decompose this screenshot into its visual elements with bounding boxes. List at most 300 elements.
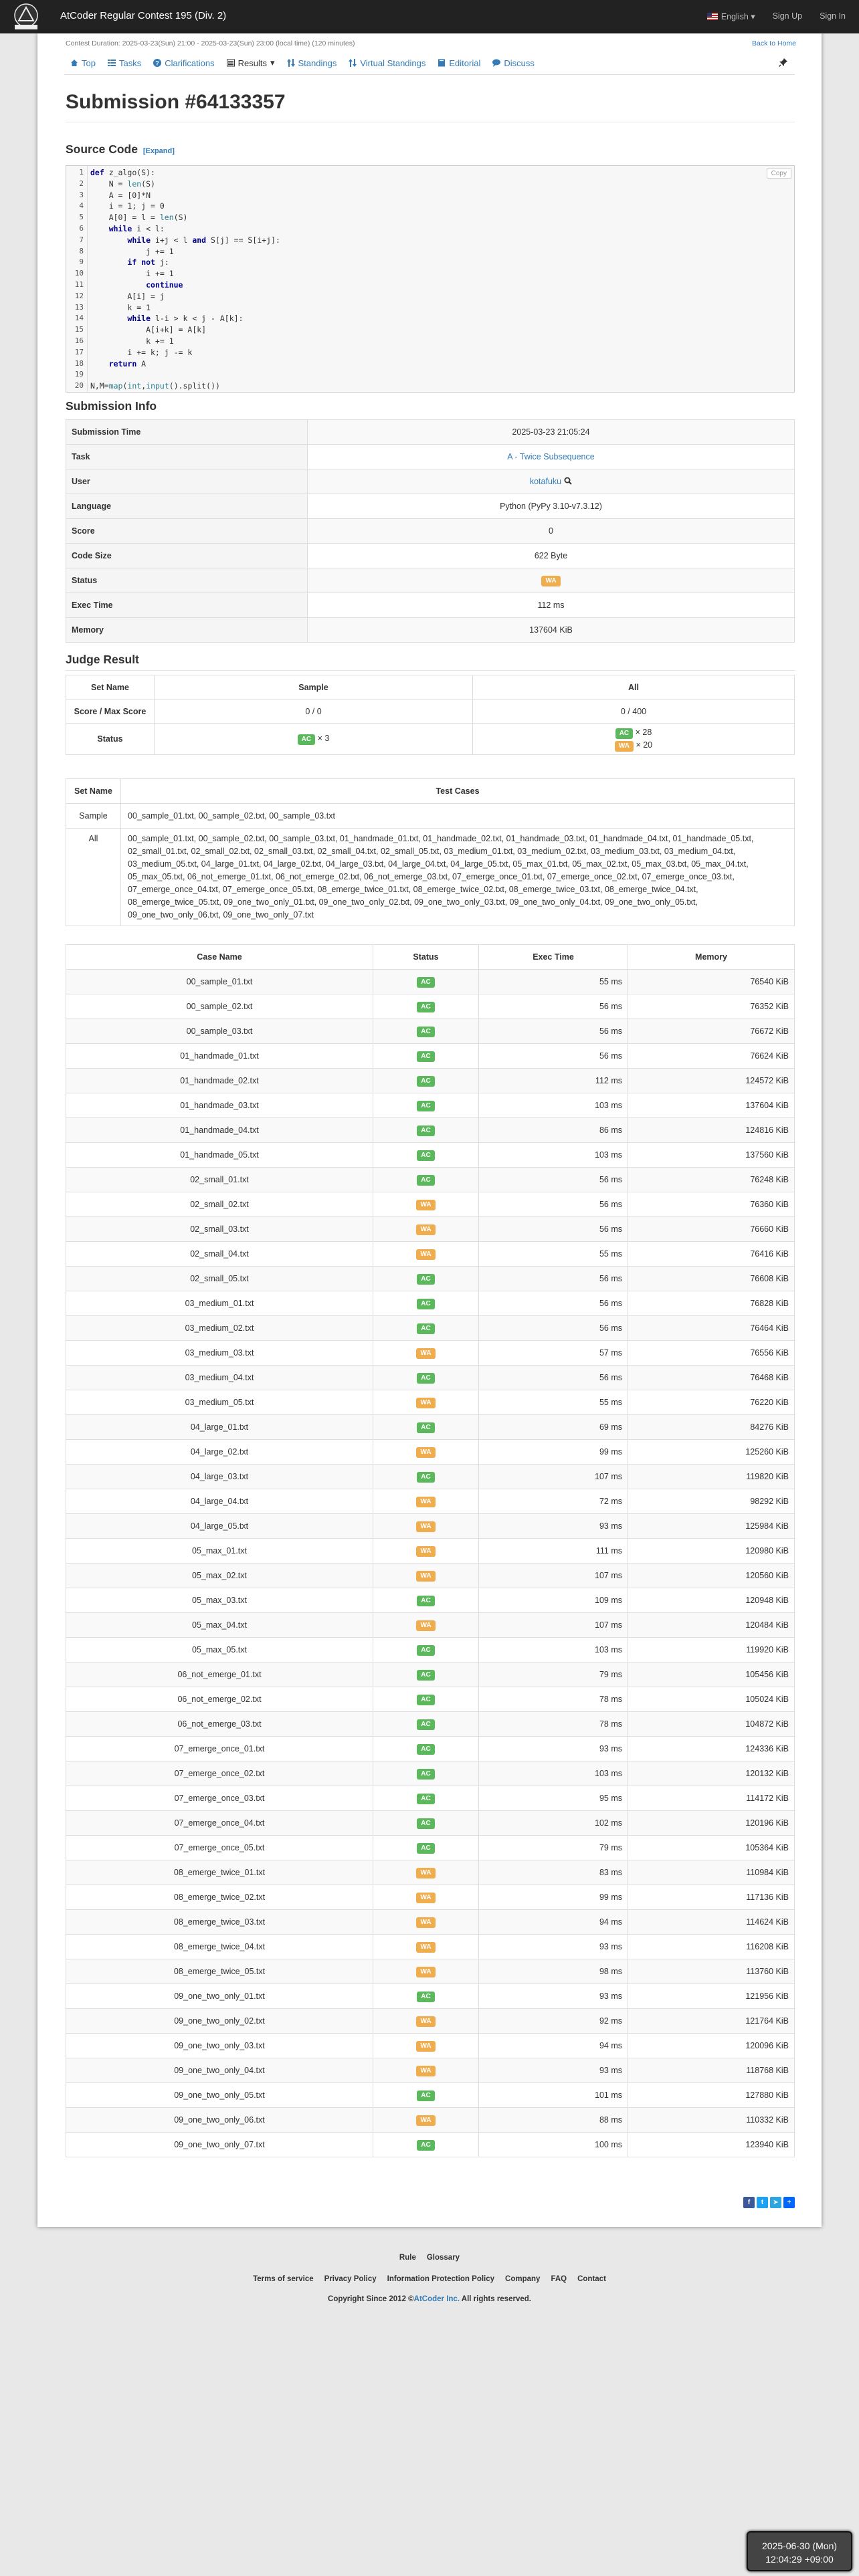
home-icon [70,59,78,67]
case-status [373,1836,479,1860]
line-number: 8 [79,246,84,255]
case-memory: 114172 KiB [628,1786,795,1811]
set-name: All [66,829,121,926]
case-status [373,1465,479,1489]
case-exec-time: 55 ms [479,1390,628,1415]
fixed-clock [747,2531,852,2571]
case-status [373,994,479,1019]
footer-link-glossary[interactable]: Glossary [426,2254,460,2262]
question-circle-icon [153,59,161,67]
case-memory: 124572 KiB [628,1069,795,1093]
case-memory: 110984 KiB [628,1860,795,1885]
case-exec-time: 93 ms [479,1514,628,1539]
case-name: 01_handmade_05.txt [66,1143,373,1168]
tab-virtual-standings[interactable] [343,51,432,75]
ac-badge: AC [417,1002,434,1012]
test-case-row [66,1019,795,1044]
case-status [373,1737,479,1761]
test-case-row [66,1564,795,1588]
case-exec-time: 78 ms [479,1712,628,1737]
case-exec-time: 69 ms [479,1415,628,1440]
wa-badge: WA [416,1447,435,1458]
judge-result-table [66,675,795,755]
case-name: 01_handmade_04.txt [66,1118,373,1143]
case-exec-time: 93 ms [479,1737,628,1761]
case-status [373,1514,479,1539]
case-exec-time: 79 ms [479,1662,628,1687]
footer-link-rule[interactable]: Rule [399,2254,416,2262]
case-memory: 120132 KiB [628,1761,795,1786]
info-value-text: Python (PyPy 3.10-v7.3.12) [500,502,602,511]
case-exec-time: 93 ms [479,1935,628,1959]
case-name: 09_one_two_only_05.txt [66,2083,373,2108]
case-exec-time: 56 ms [479,1217,628,1242]
case-exec-time: 107 ms [479,1613,628,1638]
test-case-row [66,2058,795,2083]
case-memory: 76248 KiB [628,1168,795,1192]
all-status [473,724,795,755]
line-number: 2 [79,179,84,188]
code-line: while l-i > k < j - A[k]: [127,314,244,324]
wa-badge: WA [416,1398,435,1408]
caret-down-icon: ▾ [270,58,275,68]
info-value [308,544,795,568]
case-name: 07_emerge_once_05.txt [66,1836,373,1860]
info-value [308,618,795,643]
line-number: 3 [79,190,84,199]
code-line: if not j: [127,257,169,267]
test-case-row [66,1465,795,1489]
ac-badge: AC [417,977,434,988]
case-status [373,2034,479,2058]
case-memory: 119820 KiB [628,1465,795,1489]
copyright-prefix: Copyright Since 2012 © [328,2295,414,2303]
all-score: 0 / 400 [473,700,795,724]
code-line: continue [146,280,183,290]
list-alt-icon [227,59,235,67]
wa-badge: WA [416,1868,435,1879]
case-memory: 76360 KiB [628,1192,795,1217]
tab-standings[interactable] [281,51,343,75]
wa-badge: WA [416,1249,435,1260]
sign-up-link[interactable]: Sign Up [772,11,803,21]
tab-tasks[interactable] [102,51,147,75]
test-case-row [66,1291,795,1316]
case-status [373,2108,479,2133]
case-memory: 120484 KiB [628,1613,795,1638]
line-number: 10 [74,269,84,278]
info-value [308,420,795,445]
test-case-row [66,1638,795,1662]
line-number: 4 [79,201,84,211]
case-status [373,1761,479,1786]
copy-button[interactable]: Copy [767,169,791,179]
case-name: 03_medium_04.txt [66,1366,373,1390]
ac-badge: AC [417,1992,434,2002]
tab-editorial[interactable] [432,51,486,75]
info-value-link[interactable]: kotafuku [529,477,562,486]
case-exec-time: 72 ms [479,1489,628,1514]
case-name: 08_emerge_twice_04.txt [66,1935,373,1959]
test-case-row [66,1836,795,1860]
line-number: 1 [79,168,84,177]
ac-badge: AC [417,1719,434,1730]
wa-badge: WA [416,1620,435,1631]
test-case-row [66,1860,795,1885]
line-number: 15 [74,325,84,334]
test-case-row [66,1093,795,1118]
code-line: A = [0]*N [90,190,151,200]
tab-clarifications[interactable] [147,51,220,75]
case-name: 00_sample_02.txt [66,994,373,1019]
line-number-gutter [66,166,88,392]
info-value-link[interactable]: A - Twice Subsequence [507,452,595,461]
divider [66,670,795,671]
twitter-share-icon[interactable]: t [757,2197,768,2208]
footer-link-terms[interactable]: Terms of service [253,2275,314,2283]
info-label: Exec Time [66,593,308,618]
ac-badge: AC [417,1695,434,1705]
case-memory: 105364 KiB [628,1836,795,1860]
case-exec-time: 99 ms [479,1440,628,1465]
case-exec-time: 57 ms [479,1341,628,1366]
case-memory: 120980 KiB [628,1539,795,1564]
row-label: Score / Max Score [66,700,155,724]
case-exec-time: 56 ms [479,1267,628,1291]
main-container [37,33,822,2227]
case-name: 08_emerge_twice_02.txt [66,1885,373,1910]
case-name: 04_large_03.txt [66,1465,373,1489]
column-header: Exec Time [479,945,628,970]
case-name: 02_small_01.txt [66,1168,373,1192]
column-header: Memory [628,945,795,970]
test-case-row [66,1440,795,1465]
more-share-icon[interactable]: + [783,2197,795,2208]
pin-icon[interactable] [779,58,788,67]
case-exec-time: 94 ms [479,1910,628,1935]
case-status [373,1217,479,1242]
line-number: 11 [74,280,84,289]
case-memory: 127880 KiB [628,2083,795,2108]
case-name: 05_max_04.txt [66,1613,373,1638]
code-line: i = 1; j = 0 [90,201,165,211]
case-name: 04_large_02.txt [66,1440,373,1465]
case-status [373,1662,479,1687]
case-memory: 125260 KiB [628,1440,795,1465]
info-value [308,445,795,469]
row-label: Status [66,724,155,755]
case-status [373,1390,479,1415]
test-case-row [66,970,795,994]
case-memory: 119920 KiB [628,1638,795,1662]
source-code-heading [66,142,175,156]
case-name: 07_emerge_once_01.txt [66,1737,373,1761]
case-status [373,1019,479,1044]
test-case-row [66,1910,795,1935]
case-memory: 113760 KiB [628,1959,795,1984]
case-memory: 76556 KiB [628,1341,795,1366]
case-memory: 137604 KiB [628,1093,795,1118]
wa-badge: WA [416,1893,435,1903]
language-dropdown[interactable] [707,11,755,21]
status-row [66,724,795,755]
test-case-row [66,1415,795,1440]
case-exec-time: 86 ms [479,1118,628,1143]
footer-link-company[interactable]: Company [505,2275,541,2283]
code-line: N = len(S) [90,179,155,189]
case-memory: 76540 KiB [628,970,795,994]
tab-top[interactable] [64,51,102,75]
case-exec-time: 103 ms [479,1638,628,1662]
case-name: 03_medium_02.txt [66,1316,373,1341]
case-memory: 118768 KiB [628,2058,795,2083]
test-case-row [66,1737,795,1761]
tab-discuss[interactable] [486,51,541,75]
case-status [373,1192,479,1217]
case-memory: 98292 KiB [628,1489,795,1514]
case-status [373,2083,479,2108]
svg-text:?: ? [155,60,159,67]
code-line: j += 1 [90,246,174,256]
case-status [373,1242,479,1267]
case-name: 08_emerge_twice_05.txt [66,1959,373,1984]
case-status [373,1069,479,1093]
test-case-row [66,1786,795,1811]
test-case-row [66,1143,795,1168]
test-sets-table [66,778,795,926]
score-row [66,700,795,724]
line-number: 12 [74,291,84,300]
test-case-row [66,2108,795,2133]
ac-badge: AC [417,1274,434,1285]
wa-badge: WA [416,1967,435,1977]
sample-score: 0 / 0 [155,700,473,724]
line-number: 19 [74,370,84,379]
footer-link-contact[interactable]: Contact [577,2275,606,2283]
case-name: 00_sample_03.txt [66,1019,373,1044]
case-status [373,1366,479,1390]
case-memory: 123940 KiB [628,2133,795,2157]
case-name: 02_small_02.txt [66,1192,373,1217]
case-name: 09_one_two_only_07.txt [66,2133,373,2157]
ac-badge: AC [417,1769,434,1780]
case-memory: 114624 KiB [628,1910,795,1935]
info-label: Language [66,494,308,519]
ac-badge: AC [417,1596,434,1606]
case-name: 01_handmade_02.txt [66,1069,373,1093]
column-header: All [473,675,795,700]
expand-link[interactable]: [Expand] [142,147,175,155]
case-status [373,2133,479,2157]
source-code-heading-text: Source Code [66,142,138,156]
info-row [66,445,795,469]
case-memory: 76220 KiB [628,1390,795,1415]
page-title: Submission #64133357 [66,91,286,113]
case-name: 01_handmade_01.txt [66,1044,373,1069]
case-exec-time: 55 ms [479,1242,628,1267]
line-number: 7 [79,235,84,244]
case-exec-time: 109 ms [479,1588,628,1613]
line-number: 14 [74,314,84,323]
info-row [66,420,795,445]
case-name: 04_large_04.txt [66,1489,373,1514]
set-row-sample [66,804,795,829]
wa-badge: WA [416,1546,435,1557]
case-exec-time: 79 ms [479,1836,628,1860]
info-row [66,593,795,618]
back-to-home-link[interactable]: Back to Home [752,39,796,47]
case-memory: 121764 KiB [628,2009,795,2034]
case-memory: 105456 KiB [628,1662,795,1687]
case-exec-time: 98 ms [479,1959,628,1984]
top-navbar [0,0,859,33]
contest-name-link[interactable]: AtCoder Regular Contest 195 (Div. 2) [60,10,227,21]
ac-badge: AC [417,1670,434,1681]
info-value [308,494,795,519]
info-row [66,568,795,593]
line-number: 17 [74,347,84,356]
info-value [308,568,795,593]
case-memory: 76828 KiB [628,1291,795,1316]
case-exec-time: 103 ms [479,1761,628,1786]
ac-badge: AC [417,1323,434,1334]
wa-badge: WA [416,1521,435,1532]
ac-badge: AC [417,1175,434,1186]
wa-badge: WA [416,2016,435,2027]
case-exec-time: 111 ms [479,1539,628,1564]
code-line: return A [108,358,147,368]
wa-badge: WA [416,2041,435,2052]
case-status [373,1044,479,1069]
ac-badge: AC [298,734,315,745]
test-case-row [66,1390,795,1415]
test-case-row [66,1341,795,1366]
case-name: 02_small_03.txt [66,1217,373,1242]
telegram-share-icon[interactable]: ➤ [770,2197,781,2208]
case-status [373,1440,479,1465]
ac-badge: AC [417,1027,434,1037]
case-memory: 84276 KiB [628,1415,795,1440]
case-exec-time: 102 ms [479,1811,628,1836]
sort-icon [287,59,295,67]
case-status [373,1984,479,2009]
wa-badge: WA [416,1348,435,1359]
footer-row-2 [0,2275,859,2283]
tab-label: Top [82,58,96,68]
language-label: English [721,12,749,21]
wa-badge: WA [416,1224,435,1235]
footer-link-faq[interactable]: FAQ [551,2275,567,2283]
case-status [373,1811,479,1836]
test-case-row [66,1242,795,1267]
info-value [308,519,795,544]
ac-badge: AC [417,1373,434,1384]
case-name: 00_sample_01.txt [66,970,373,994]
case-status [373,1935,479,1959]
case-memory: 117136 KiB [628,1885,795,1910]
wa-badge: WA [615,741,634,752]
case-exec-time: 107 ms [479,1564,628,1588]
copyright-company-link[interactable]: AtCoder Inc. [413,2295,460,2303]
ac-badge: AC [417,1101,434,1111]
test-case-row [66,1712,795,1737]
contest-nav-tabs [64,51,795,75]
line-number: 20 [74,381,84,391]
case-name: 05_max_02.txt [66,1564,373,1588]
case-status [373,1638,479,1662]
code-line: def z_algo(S): [90,168,155,177]
test-case-row [66,2034,795,2058]
tab-results[interactable] [221,51,281,75]
column-header: Test Cases [121,779,795,804]
wa-badge: WA [416,1571,435,1582]
ac-badge: AC [417,1818,434,1829]
case-status [373,1564,479,1588]
case-exec-time: 93 ms [479,1984,628,2009]
test-case-row [66,1761,795,1786]
case-name: 09_one_two_only_01.txt [66,1984,373,2009]
case-exec-time: 56 ms [479,1192,628,1217]
set-row-all [66,829,795,926]
case-exec-time: 78 ms [479,1687,628,1712]
tab-label: Editorial [449,58,481,68]
info-row [66,618,795,643]
copyright [0,2295,859,2303]
sample-status [155,724,473,755]
case-memory: 120948 KiB [628,1588,795,1613]
case-name: 03_medium_01.txt [66,1291,373,1316]
case-memory: 76660 KiB [628,1217,795,1242]
case-memory: 76672 KiB [628,1019,795,1044]
contest-duration: Contest Duration: 2025-03-23(Sun) 21:00 - 2025-03-23(Sun) 23:00 (local time) (120 minutes) [66,39,355,47]
test-case-row [66,1514,795,1539]
footer-link-info-protection[interactable]: Information Protection Policy [387,2275,495,2283]
test-case-row [66,1687,795,1712]
line-number: 13 [74,302,84,312]
facebook-share-icon[interactable]: f [743,2197,755,2208]
ac-badge: AC [417,1744,434,1755]
status-count: × 20 [636,740,653,750]
sign-in-link[interactable]: Sign In [820,11,846,21]
case-status [373,970,479,994]
test-case-row [66,1192,795,1217]
case-status [373,1885,479,1910]
case-name: 09_one_two_only_06.txt [66,2108,373,2133]
info-value-text: 2025-03-23 21:05:24 [512,427,590,437]
case-memory: 76464 KiB [628,1316,795,1341]
case-status [373,1860,479,1885]
search-icon[interactable] [564,477,572,485]
clock-time: 12:04:29 +09:00 [765,2554,834,2565]
case-status [373,1613,479,1638]
us-flag-icon [707,13,718,20]
atcoder-logo[interactable] [9,2,43,31]
case-name: 04_large_05.txt [66,1514,373,1539]
test-cases-table [66,944,795,2157]
footer-link-privacy[interactable]: Privacy Policy [324,2275,377,2283]
case-exec-time: 56 ms [479,1044,628,1069]
source-code-block[interactable] [66,165,795,393]
case-status [373,1959,479,1984]
case-name: 08_emerge_twice_03.txt [66,1910,373,1935]
info-row [66,544,795,568]
info-value [308,469,795,494]
code-line: k = 1 [90,302,151,312]
line-number: 16 [74,336,84,345]
info-value-text: 622 Byte [534,551,568,560]
case-memory: 124336 KiB [628,1737,795,1761]
clock-date: 2025-06-30 (Mon) [761,2541,838,2551]
